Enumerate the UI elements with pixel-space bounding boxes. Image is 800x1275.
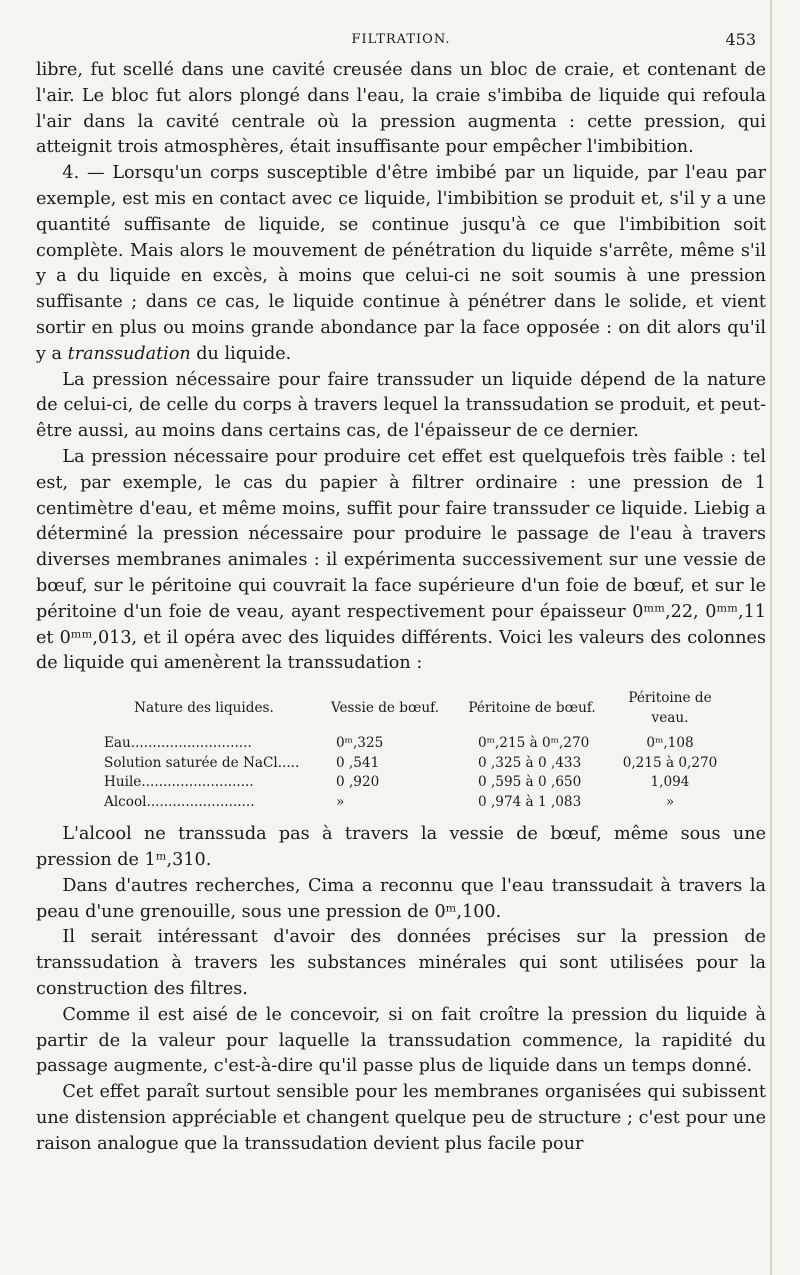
peritoine-boeuf-value: 0 ,595 à 0 ,650 <box>478 774 582 791</box>
peritoine-veau-value: 0,215 à 0,270 <box>622 754 718 771</box>
vessie-value: 0ᵐ,325 <box>336 735 384 752</box>
liquid-name: Solution saturée de NaCl..... <box>104 754 300 771</box>
vessie-value: » <box>336 793 345 810</box>
header-peritoine-veau: Péritoine de veau. <box>628 690 712 726</box>
table-header-row <box>98 689 736 734</box>
paragraph-2 <box>36 161 766 367</box>
header-peritoine-boeuf: Péritoine de bœuf. <box>468 699 596 716</box>
vessie-value: 0 ,541 <box>336 754 380 771</box>
paragraph-5: L'alcool ne transsuda pas à travers la vessie de bœuf, même sous une pression de 1ᵐ,310. <box>36 824 766 870</box>
liquid-name: Alcool......................... <box>104 793 255 810</box>
peritoine-veau-value: 0ᵐ,108 <box>646 735 694 752</box>
peritoine-veau-value: » <box>665 793 675 810</box>
book-page <box>36 28 766 1157</box>
table-row <box>98 754 736 774</box>
page-number: 453 <box>725 30 756 49</box>
peritoine-boeuf-value: 0ᵐ,215 à 0ᵐ,270 <box>478 735 590 752</box>
table-row <box>98 793 736 813</box>
paragraph-4: La pression nécessaire pour produire cet effet est quelquefois très faible : tel est, par exemple, le cas du papier à filtrer ordinaire : une pression de 1 centimètre d'eau, et même moins, suffit pour faire transsuder ce liquide. Liebig a déterminé la pression nécessaire pour produire le passage de l'eau à travers diverses membranes animales : il expérimenta successivement sur une vessie de bœuf, sur le péritoine qui couvrait la face supérieure d'un foie de bœuf, et sur le péritoine d'un foie de veau, ayant respectivement pour épaisseur 0ᵐᵐ,22, 0ᵐᵐ,11 et 0ᵐᵐ,013, et il opéra avec des liquides différents. Voici les valeurs des colonnes de liquide qui amenèrent la transsudation : <box>36 446 766 674</box>
peritoine-boeuf-value: 0 ,325 à 0 ,433 <box>478 754 582 771</box>
vessie-value: 0 ,920 <box>336 774 380 791</box>
transsudation-table <box>98 689 736 812</box>
liquid-name: Huile.......................... <box>104 774 254 791</box>
body-text <box>36 58 766 1157</box>
page-header <box>36 28 766 58</box>
paragraph-8: Comme il est aisé de le concevoir, si on fait croître la pression du liquide à partir de la valeur pour laquelle la transsudation commence, la rapidité du passage augmente, c'est-à-dire qu'il passe plus de liquide dans un temps donné. <box>36 1004 766 1077</box>
paragraph-6: Dans d'autres recherches, Cima a reconnu que l'eau transsudait à travers la peau d'une grenouille, sous une pression de 0ᵐ,100. <box>36 875 766 922</box>
paragraph-3: La pression nécessaire pour faire transsuder un liquide dépend de la nature de celui-ci, de celle du corps à travers lequel la transsudation se produit, et peut-être aussi, au moins dans certains cas, de l'épaisseur de ce dernier. <box>36 369 766 442</box>
header-nature: Nature des liquides. <box>134 699 274 716</box>
transsudation-term: transsudation <box>67 343 191 364</box>
paragraph-2-text: 4. — Lorsqu'un corps susceptible d'être imbibé par un liquide, par l'eau par exemple, est mis en contact avec ce liquide, l'imbibition se produit et, s'il y a une quantité suffisante de liquide, se continue jusqu'à ce que l'imbibition soit complète. Mais alors le mouvement de pénétration du liquide s'arrête, même s'il y a du liquide en excès, à moins que celui-ci ne soit soumis à une pression suffisante ; dans ce cas, le liquide continue à pénétrer dans le solide, et vient sortir en plus ou moins grande abondance par la face opposée : on dit alors qu'il y a <box>36 163 766 364</box>
table-row <box>98 734 736 754</box>
running-title: FILTRATION. <box>351 32 451 47</box>
paragraph-2-end: du liquide. <box>196 343 292 364</box>
paragraph-9: Cet effet paraît surtout sensible pour les membranes organisées qui subissent une distension appréciable et changent quelque peu de structure ; c'est pour une raison analogue que la transsudation devient plus facile pour <box>36 1082 766 1154</box>
peritoine-boeuf-value: 0 ,974 à 1 ,083 <box>478 793 582 810</box>
table-row <box>98 773 736 793</box>
paragraph-7: Il serait intéressant d'avoir des données précises sur la pression de transsudation à travers les substances minérales qui sont utilisées pour la construction des filtres. <box>36 927 766 999</box>
peritoine-veau-value: 1,094 <box>650 774 690 791</box>
page-fold-line <box>770 0 772 1275</box>
paragraph-1: libre, fut scellé dans une cavité creusée dans un bloc de craie, et contenant de l'air. Le bloc fut alors plongé dans l'eau, la craie s'imbiba de liquide qui refoula l'air dans la cavité centrale où la pression augmenta : cette pression, qui atteignit trois atmosphères, était insuffisante pour empêcher l'imbibition. <box>36 60 766 158</box>
header-vessie-boeuf: Vessie de bœuf. <box>330 699 440 716</box>
liquid-name: Eau............................ <box>104 735 252 752</box>
